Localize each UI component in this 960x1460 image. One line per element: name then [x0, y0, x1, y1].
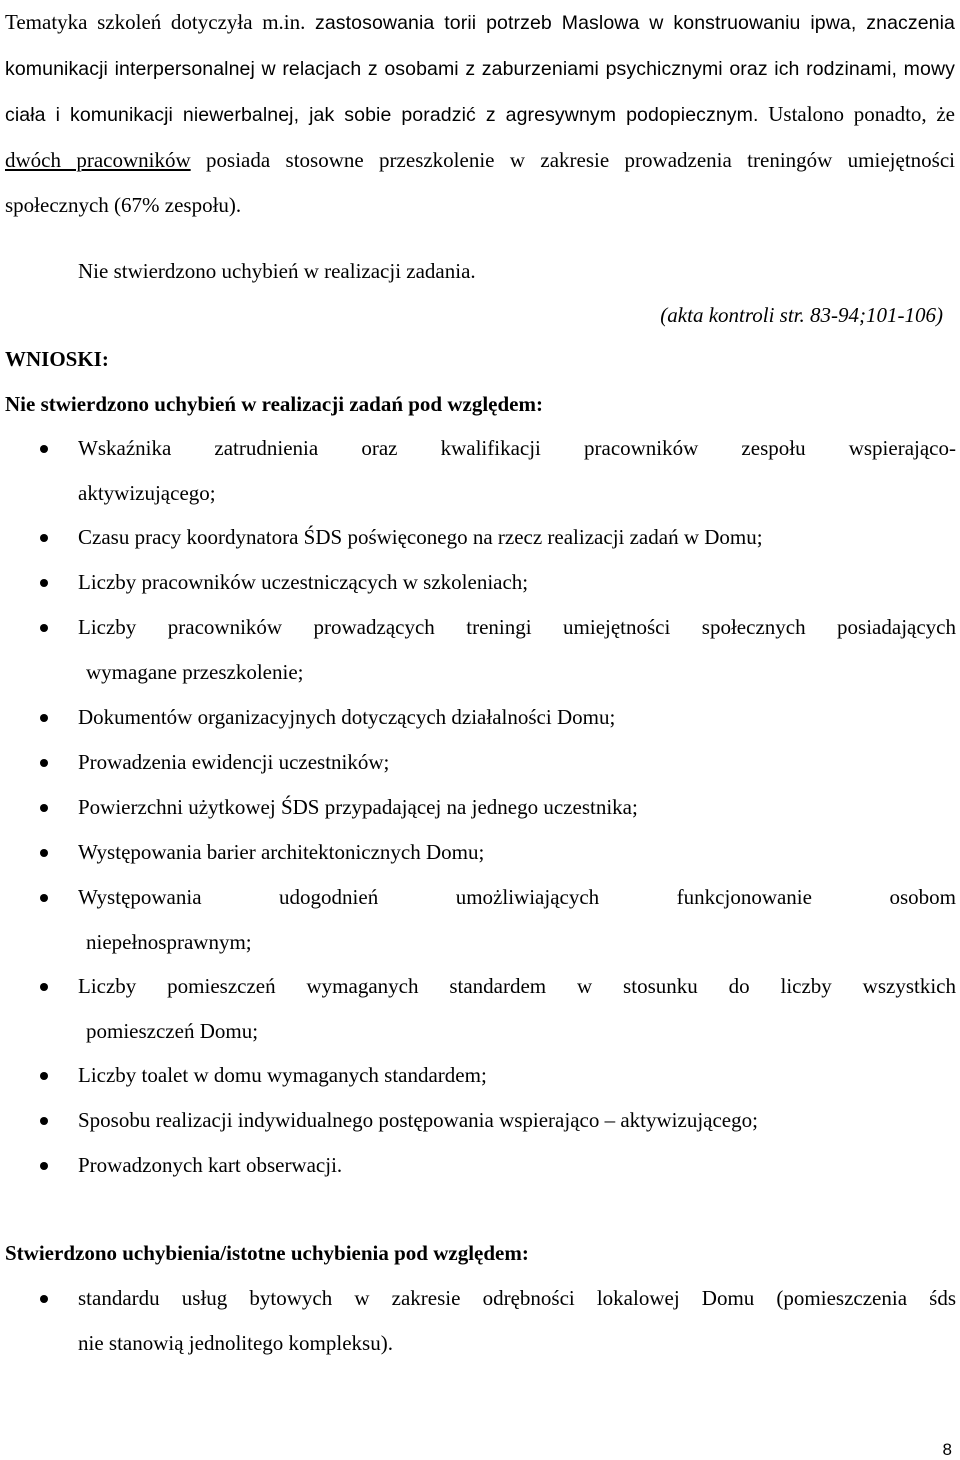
- bullet-icon: [40, 714, 48, 722]
- intro-underlined-phrase: dwóch pracowników: [5, 148, 191, 172]
- list-item-line: Dokumentów organizacyjnych dotyczących działalności Domu;: [78, 705, 616, 729]
- list-item-text: [78, 515, 956, 560]
- bullet-icon: [40, 804, 48, 812]
- list-item-text: [78, 560, 956, 605]
- irregularities-heading: Stwierdzono uchybienia/istotne uchybienia pod względem:: [5, 1241, 529, 1265]
- list-item-line: Wskaźnika zatrudnienia oraz kwalifikacji pracowników zespołu wspierająco-: [78, 436, 956, 460]
- bullet-icon: [40, 1162, 48, 1170]
- list-item-line: Powierzchni użytkowej ŚDS przypadającej na jednego uczestnika;: [78, 795, 638, 819]
- bullet-icon: [40, 1072, 48, 1080]
- intro-paragraph: [5, 0, 955, 228]
- bullet-icon: [40, 1117, 48, 1125]
- list-item-text: [78, 830, 956, 875]
- list-item-line: niepełnosprawnym;: [86, 930, 252, 954]
- list-item-line: Liczby pracowników uczestniczących w szkoleniach;: [78, 570, 529, 594]
- list-item-line: Liczby pracowników prowadzących treningi umiejętności społecznych posiadających: [78, 615, 956, 639]
- list-item-text: [78, 785, 956, 830]
- bullet-icon: [40, 624, 48, 632]
- bullet-icon: [40, 579, 48, 587]
- list-item-line: Liczby pomieszczeń wymaganych standardem w stosunku do liczby wszystkich: [78, 974, 956, 998]
- list-item-text: [78, 426, 956, 516]
- list-item-line: Liczby toalet w domu wymaganych standardem;: [78, 1063, 487, 1087]
- intro-prefix: Tematyka szkoleń dotyczyła m.in.: [5, 10, 316, 34]
- no-irregularities-heading: Nie stwierdzono uchybień w realizacji zadań pod względem:: [5, 392, 543, 416]
- bullet-icon: [40, 849, 48, 857]
- list-item-text: [78, 1053, 956, 1098]
- list-item-text: [78, 740, 956, 785]
- list-item-line: pomieszczeń Domu;: [86, 1019, 259, 1043]
- intro-training-topics: zastosowania torii potrzeb Maslowa w konstruowaniu ipwa, znaczenia komunikacji interpersonalnej w relacjach z osobami z zaburzeniami psychicznymi oraz ich rodzinami, mowy ciała i komunikacji niewerbalnej, jak sobie poradzić z agresywnym podopiecznym.: [5, 12, 955, 126]
- bullet-icon: [40, 983, 48, 991]
- list-item-line: Czasu pracy koordynatora ŚDS poświęconego na rzecz realizacji zadań w Domu;: [78, 525, 763, 549]
- bullet-icon: [40, 894, 48, 902]
- list-item-text: [78, 1276, 956, 1366]
- bullet-icon: [40, 759, 48, 767]
- list-item-line: Sposobu realizacji indywidualnego postępowania wspierająco – aktywizującego;: [78, 1108, 758, 1132]
- conclusions-heading: WNIOSKI:: [5, 347, 109, 371]
- page-number: 8: [942, 1440, 952, 1459]
- list-item-text: [78, 1098, 956, 1143]
- list-item-text: [78, 875, 956, 965]
- intro-sentence-before: Ustalono ponadto, że: [758, 102, 956, 126]
- list-item-text: [78, 1143, 956, 1188]
- list-item-line: Występowania barier architektonicznych Domu;: [78, 840, 485, 864]
- intro-sentence-after: posiada stosowne przeszkolenie w zakresie prowadzenia treningów umiejętności społecznych (67% zespołu).: [5, 148, 955, 217]
- list-item-line: aktywizującego;: [78, 481, 216, 505]
- finding-text: Nie stwierdzono uchybień w realizacji zadania.: [78, 259, 476, 283]
- list-item-line: Prowadzonych kart obserwacji.: [78, 1153, 343, 1177]
- bullet-icon: [40, 445, 48, 453]
- list-item-text: [78, 695, 956, 740]
- bullet-icon: [40, 534, 48, 542]
- bullet-icon: [40, 1295, 48, 1303]
- list-item-text: [78, 964, 956, 1054]
- list-item-line: nie stanowią jednolitego kompleksu).: [78, 1331, 393, 1355]
- list-item-text: [78, 605, 956, 695]
- list-item-line: standardu usług bytowych w zakresie odrębności lokalowej Domu (pomieszczenia śds: [78, 1286, 956, 1310]
- list-item-line: Prowadzenia ewidencji uczestników;: [78, 750, 390, 774]
- list-item-line: Występowania udogodnień umożliwiających funkcjonowanie osobom: [78, 885, 956, 909]
- list-item-line: wymagane przeszkolenie;: [86, 660, 304, 684]
- files-reference: (akta kontroli str. 83-94;101-106): [660, 303, 943, 327]
